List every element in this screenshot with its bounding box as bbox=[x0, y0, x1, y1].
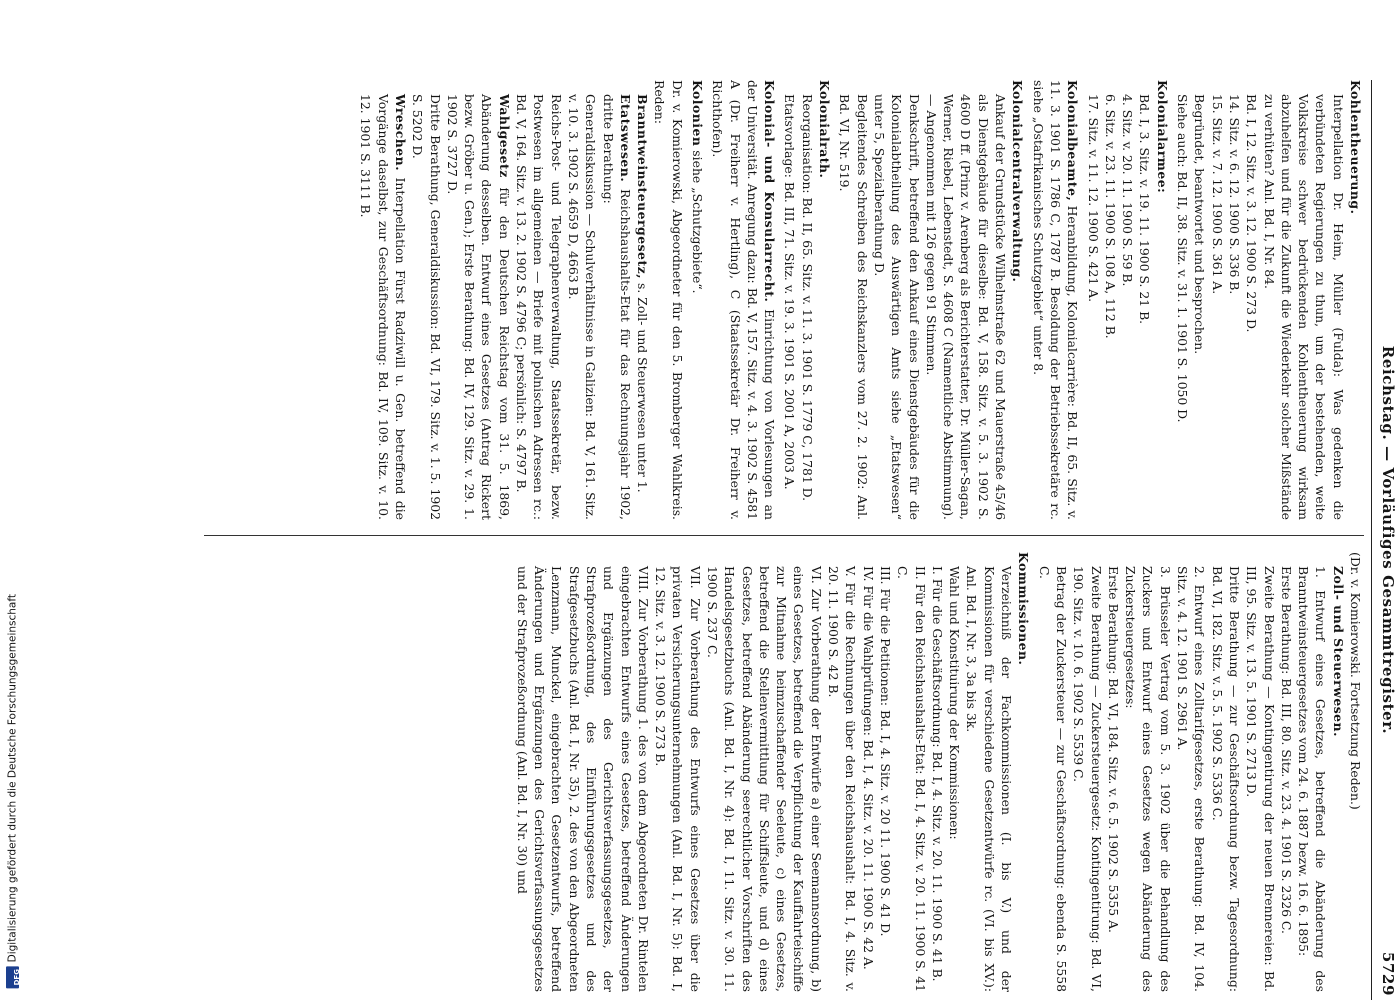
right-column bbox=[199, 552, 1364, 992]
entry-line bbox=[877, 566, 894, 992]
entry-text: 2. Entwurf eines Zolltarifgesetzes, erste Berathung: Bd. IV, 104. Sitz. v. 4. 12. 1901 S. 2961 A. bbox=[1175, 566, 1208, 992]
entry-text: Heranbildung, Kolonialcarrière: Bd. II, 65. Sitz. v. 11. 3. 1901 S. 1786 C, 1787 B. Besoldung der Betriebssekretäre rc. siehe „Ostafrikanisches Schutzgebiet“ unter 8. bbox=[1030, 80, 1081, 520]
entry-text: Dritte Berathung, Generaldiskussion: Bd. VI, 179. Sitz. v. 1. 5. 1902 S. 5202 D. bbox=[410, 94, 443, 520]
register-entry bbox=[513, 552, 1032, 992]
digitization-credit bbox=[6, 594, 19, 988]
entry-text: (Dr. v. Komierowski. Fortsetzung Reden.) bbox=[1348, 552, 1363, 810]
entry-text: Etatsvorlage: Bd. III, 71. Sitz. v. 19. 3. 1901 S. 2001 A, 2003 A. bbox=[782, 94, 798, 490]
entry-line bbox=[946, 566, 963, 992]
register-entry bbox=[709, 80, 778, 520]
entry-line bbox=[1136, 94, 1153, 520]
entry-heading: Kolonialarmee: bbox=[1154, 80, 1170, 194]
entry-line bbox=[799, 94, 816, 520]
column-divider bbox=[204, 535, 1364, 536]
left-column bbox=[199, 80, 1364, 520]
entry-line bbox=[689, 80, 706, 520]
entry-text: 1. Entwurf eines Gesetzes, betreffend die Abänderung des Branntweinsteuergesetzes vom 24. 6. 1887 bezw. 16. 6. 1895: bbox=[1296, 566, 1329, 992]
register-entry bbox=[1035, 552, 1364, 992]
entry-text: Generaldiskussion — Schulverhältnisse in Galizien: Bd. V, 161. Sitz. v. 10. 3. 1902 S. 4659 D, 4663 B. bbox=[565, 94, 599, 520]
entry-text: Erste Berathung: Bd. VI, 184. Sitz. v. 6. 5. 1902 S. 5355 A. bbox=[1105, 566, 1121, 933]
entry-line bbox=[859, 566, 876, 992]
entry-text: V. Für die Rechnungen über den Reichshaushalt: Bd. I, 4. Sitz. v. 20. 11. 1900 S. 42 B. bbox=[826, 566, 859, 992]
entry-heading: Etatswesen. bbox=[617, 94, 633, 183]
entry-line bbox=[1174, 566, 1209, 992]
entry-line bbox=[565, 94, 600, 520]
entry-line bbox=[704, 566, 825, 992]
entry-line bbox=[1347, 80, 1364, 520]
entry-text: Wahl und Konstituirung der Kommissionen: bbox=[947, 566, 963, 840]
entry-heading: Kolonialcentralverwaltung. bbox=[1010, 80, 1026, 283]
entry-text: Denkschrift, betreffend den Ankauf eines Dienstgebäudes für die Kolonialabtheilung des Auswärtigen Amts siehe „Etatswesen“ unter 5, Spezialberathung D. bbox=[871, 94, 922, 520]
entry-text: Reichs-Post- und Telegraphenverwaltung, Staatssekretär, bezw. Postwesen im allgemeinen — Briefe mit polnischen Adressen rc.: Bd. V, 164. Sitz. v. 13. 2. 1902 S. 4796 C; persönlich: S. 4797 B. bbox=[514, 94, 564, 520]
entry-text: Betrag der Zuckersteuer — zur Geschäftsordnung: ebenda S. 5558 C. bbox=[1036, 566, 1069, 992]
entry-text: 4. Sitz. v. 20. 11. 1900 S. 59 B. bbox=[1120, 94, 1136, 287]
entry-text: Dritte Berathung — zur Geschäftsordnung bezw. Tagesordnung: Bd. VI, 182. Sitz. v. 5. 5. 1902 S. 5336 C. bbox=[1209, 566, 1242, 992]
entry-line bbox=[963, 566, 1015, 992]
entry-text: Einrichtung von Vorlesungen an der Universität. Anregung dazu: Bd. V, 157. Sitz. v. 4. 3. 1902 S. 4581 A (Dr. Freiherr v. Hertling), C (Staatssekretär Dr. Freiherr v. Richthofen). bbox=[710, 80, 778, 520]
entry-text: Dr. v. Komierowski, Abgeordneter für den 5. Bromberger Wahlkreis. Reden: bbox=[652, 80, 685, 520]
entry-text: VIII. Zur Vorberathung 1. des von dem Abgeordneten Dr. Rintelen eingebrachten Entwurfs eines Gesetzes, betreffend Änderungen und Ergänzungen des Gerichtsverfassungsgesetzes, der Strafprozeßordnung, des Einführungsgesetzes und des Strafgesetzbuchs (Anl. Bd. I, Nr. 35), 2. des von den Abgeordneten Lenzmann, Munckel, eingebrachten Gesetzentwurfs, betreffend Änderungen und Ergänzungen des Gerichtsverfassungsgesetzes und der Strafprozeßordnung (Anl. Bd. I, Nr. 30) und bbox=[514, 566, 651, 992]
register-entry bbox=[1174, 80, 1364, 520]
entry-line bbox=[1084, 94, 1101, 520]
entry-text: Interpellation Dr. Heim, Müller (Fulda): Was gedenken die verbündeten Regierungen zu thun, um der bestehenden, weite Volkskreise schwer bedrückenden Kohlentheuerung wirksam abzuhelfen und für die Zukunft die Wiederkehr solcher Mißstände zu verhüten? Anl. Bd. I, Nr. 84. bbox=[1261, 94, 1346, 520]
entry-line bbox=[929, 566, 946, 992]
entry-line bbox=[1260, 94, 1346, 520]
entry-line bbox=[1243, 94, 1260, 520]
page-number: 5729 bbox=[1379, 951, 1397, 996]
entry-text: 3. Brüsseler Vertrag vom 5. 3. 1902 über die Behandlung des Zuckers und Entwurf eines Gesetzes wegen Abänderung des Zuckersteuergesetzes: bbox=[1123, 566, 1173, 992]
entry-line bbox=[781, 94, 798, 520]
entry-line bbox=[1191, 94, 1208, 520]
entry-line bbox=[1122, 566, 1174, 992]
entry-text: für den Deutschen Reichstag vom 31. 5. 1869, Abänderung desselben. Entwurf eines Gesetzes (Antrag Rickert bezw. Gröber u. Gen.); Erste Berathung: Bd. IV, 129. Sitz. v. 29. 1. 1902 S. 3727 D. bbox=[444, 94, 512, 520]
entry-text: s. Zoll- und Steuerwesen unter 1. bbox=[635, 282, 651, 493]
entry-line bbox=[1278, 566, 1295, 992]
page-header bbox=[1371, 80, 1397, 1000]
entry-line bbox=[871, 94, 923, 520]
entry-line bbox=[652, 566, 704, 992]
rotated-page bbox=[190, 80, 1397, 1000]
entry-text: Siehe auch: Bd. II, 38. Sitz. v. 31. 1. 1901 S. 1050 D. bbox=[1175, 94, 1191, 423]
entry-line bbox=[836, 94, 871, 520]
entry-line bbox=[651, 80, 686, 520]
entry-text: Ankauf der Grundstücke Wilhelmstraße 62 und Mauerstraße 45/46 als Dienstgebäude für dieselbe: Bd. V, 158. Sitz. v. 5. 3. 1902 S. 4600 D ff. (Prinz v. Arenberg als Berichterstatter, Dr. Müller-Sagan, Werner, Riebel, Lebenstedt, S. 4608 C (Namentliche Abstimmung). — Angenommen mit 126 gegen 91 Stimmen. bbox=[923, 94, 1009, 520]
entry-text: Reichshaushalts-Etat für das Rechnungsjahr 1902, dritte Berathung: bbox=[600, 94, 633, 520]
dfg-logo-icon: DFG bbox=[6, 966, 19, 988]
entry-heading: Kolonial- und Konsularrecht. bbox=[762, 80, 778, 303]
entry-line bbox=[1029, 80, 1081, 520]
entry-line bbox=[513, 94, 565, 520]
entry-heading: Kolonialrath. bbox=[817, 80, 833, 179]
register-entry bbox=[689, 80, 706, 520]
entry-heading: Zoll- und Steuerwesen. bbox=[1330, 566, 1346, 737]
entry-line bbox=[709, 80, 778, 520]
entry-line bbox=[1226, 94, 1243, 520]
entry-heading: Wahlgesetz bbox=[496, 94, 512, 178]
entry-line bbox=[1035, 566, 1070, 992]
entry-text: Interpellation Fürst Radziwill u. Gen. betreffend die Vorgänge daselbst, zur Geschäftsordnung: Bd. IV, 109. Sitz. v. 10. 12. 1901 S. 3111 B. bbox=[358, 94, 408, 520]
entry-text: III. Für die Petitionen: Bd. I, 4. Sitz. v. 20 11. 1900 S. 41 D. bbox=[877, 566, 893, 937]
entry-line bbox=[1153, 80, 1170, 520]
entry-line bbox=[1105, 566, 1122, 992]
entry-text: IV. Für die Wahlprüfungen: Bd. I, 4. Sitz. v. 20. 11. 1900 S. 42 A. bbox=[860, 566, 876, 970]
entry-text: Bd. I, 12. Sitz. v. 3. 12. 1900 S. 273 D. bbox=[1244, 94, 1260, 333]
register-entry bbox=[781, 80, 833, 520]
entry-line bbox=[513, 566, 651, 992]
entry-text: 6. Sitz. v. 23. 11. 1900 S. 108 A, 112 B. bbox=[1102, 94, 1118, 339]
entry-line bbox=[357, 94, 409, 520]
entry-text: Zweite Berathung — Zuckersteuergesetz: Kontingentirung: Bd. VI, 190. Sitz. v. 10. 6. 1902 S. 5539 C. bbox=[1071, 566, 1104, 992]
entry-text: Reorganisation: Bd. II, 65. Sitz. v. 11. 3. 1901 S. 1779 C, 1781 D. bbox=[799, 94, 815, 502]
entry-text: 14. Sitz. v. 6. 12. 1900 S. 336 B. bbox=[1226, 94, 1242, 295]
entry-line bbox=[1070, 566, 1105, 992]
entry-line bbox=[1102, 94, 1119, 520]
entry-line bbox=[1009, 80, 1026, 520]
entry-line bbox=[1119, 94, 1136, 520]
entry-text: II. Für den Reichshaushalts-Etat: Bd. I, 4. Sitz. v. 20. 11. 1900 S. 41 C. bbox=[895, 566, 928, 992]
entry-line bbox=[825, 566, 860, 992]
entry-line bbox=[894, 566, 929, 992]
register-entry bbox=[357, 80, 686, 520]
entry-text: VII. Zur Vorberathung des Entwurfs eines Gesetzes über die privaten Versicherungsunternehmungen (Anl. Bd. I, Nr. 5): Bd. I, 12. Sitz. v. 3. 12. 1900 S. 273 B. bbox=[653, 566, 703, 992]
register-entry bbox=[1029, 80, 1081, 520]
entry-line bbox=[409, 94, 444, 520]
entry-text: Zweite Berathung — Kontingentirung der neuen Brennereien: Bd. III, 95. Sitz. v. 13. 5. 1901 S. 2713 D. bbox=[1244, 566, 1277, 992]
register-entry bbox=[1084, 80, 1170, 520]
entry-line bbox=[1243, 566, 1278, 992]
entry-line bbox=[923, 94, 1009, 520]
entry-text: Verzeichniß der Fachkommissionen (I. bis V.) und der Kommissionen für verschiedene Gesetzentwürfe rc. (VI. bis XV.): Anl. Bd. I, Nr. 3, 3a bis 3k. bbox=[964, 566, 1015, 992]
entry-line bbox=[1347, 552, 1364, 992]
entry-line bbox=[599, 94, 634, 520]
entry-text: Begleitendes Schreiben des Reichskanzlers vom 27. 2. 1902: Anl. Bd. VI, Nr. 519. bbox=[837, 94, 870, 520]
entry-text: Erste Berathung: Bd. III, 80. Sitz. v. 23. 4. 1901 S. 2326 C. bbox=[1278, 566, 1294, 934]
entry-line bbox=[816, 80, 833, 520]
entry-heading: Wreschen. bbox=[392, 94, 408, 172]
credit-text: Digitalisierung gefördert durch die Deutsche Forschungsgemeinschaft bbox=[6, 593, 19, 962]
entry-line bbox=[1208, 94, 1225, 520]
entry-line bbox=[444, 94, 513, 520]
entry-heading: Kolonialbeamte, bbox=[1065, 80, 1081, 202]
entry-line bbox=[1295, 566, 1330, 992]
entry-text: 15. Sitz. v. 7. 12. 1900 S. 361 A. bbox=[1209, 94, 1225, 295]
entry-heading: Branntweinsteuergesetz, bbox=[635, 94, 651, 280]
entry-line bbox=[634, 94, 651, 520]
entry-text: Bd. I, 3. Sitz. v. 19. 11. 1900 S. 21 B. bbox=[1137, 94, 1153, 325]
entry-line bbox=[1329, 566, 1346, 992]
running-title: Reichstag. — Vorläufiges Gesammtregister. bbox=[1379, 345, 1397, 735]
register-entry bbox=[836, 80, 1026, 520]
entry-text: 17. Sitz. v. 11. 12. 1900 S. 421 A. bbox=[1085, 94, 1101, 303]
entry-line bbox=[1208, 566, 1243, 992]
entry-text: VI. Zur Vorberathung der Entwürfe a) einer Seemannsordnung, b) eines Gesetzes, betreffend die Verpflichtung der Kauffahrteischiffe zur Mitnahme heimzuschaffender Seeleute, c) eines Gesetzes, betreffend die Stellenvermittlung für Schiffsleute, und d) eines Gesetzes, betreffend Abänderung seerechtlicher Vorschriften des Handelsgesetzbuchs (Anl. Bd. I, Nr. 4): Bd. I, 11. Sitz. v. 30. 11. 1900 S. 237 C. bbox=[705, 566, 824, 992]
entry-line bbox=[1015, 552, 1032, 992]
entry-text: siehe „Schutzgebiete“. bbox=[690, 150, 706, 294]
entry-text: Begründet, beantwortet und besprochen. bbox=[1192, 94, 1208, 355]
entry-heading: Kohlentheuerung. bbox=[1348, 80, 1363, 215]
entry-text: I. Für die Geschäftsordnung: Bd. I, 4. Sitz. v. 20. 11. 1900 S. 41 B. bbox=[929, 566, 945, 982]
entry-heading: Kolonien bbox=[690, 80, 706, 147]
entry-heading: Kommissionen. bbox=[1016, 552, 1032, 666]
entry-line bbox=[1174, 94, 1191, 520]
